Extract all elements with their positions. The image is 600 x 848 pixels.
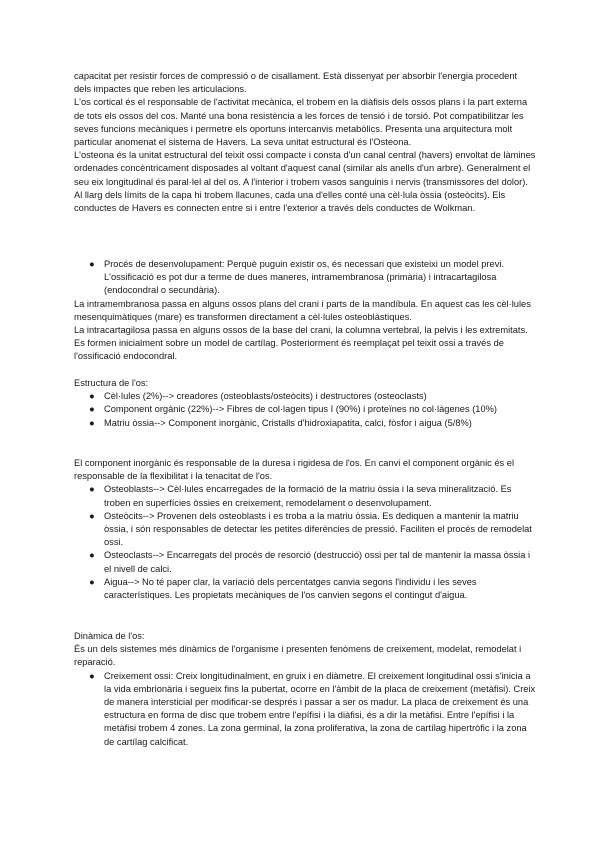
bullet-icon: ● (89, 259, 95, 269)
dynamics-section (74, 630, 536, 749)
list-item-text: Aigua--> No té paper clar, la variació dels percentatges canvia segons l'individu i les seves característiques. Les propietats mecàniques de l'os canvien segons el contingut d'aigua. (104, 576, 477, 601)
cells-list (74, 483, 536, 602)
cells-section (74, 457, 536, 602)
bullet-icon: ● (89, 670, 95, 681)
bullet-icon: ● (89, 550, 95, 561)
list-item-text: Procés de desenvolupament: Perquè puguin existir os, és necessari que existeixi un model previ. L'ossificació es pot dur a terme de dues maneres, intramembranosa (primària) i intracartagilosa (endocondral o secundària). (104, 259, 504, 296)
dynamics-paragraph: És un dels sistemes més dinàmics de l'organisme i presenten fenòmens de creixement, modelat, remodelat i reparació. (74, 644, 522, 668)
section-heading: Dinàmica de l'os: (74, 631, 145, 641)
list-item (74, 258, 536, 298)
list-item (74, 483, 536, 509)
development-paragraph: La intracartagilosa passa en alguns ossos de la base del crani, la columna vertebral, la pelvis i les extremitats. Es formen inicialment sobre un model de cartílag. Posteriorment és reemplaçat pel teixit ossi a través de l'ossificació endocondral. (74, 325, 528, 362)
development-section (74, 258, 536, 364)
list-item-text: Cèl·lules (2%)--> creadores (osteoblasts/osteòcits) i destructores (osteoclasts) (104, 391, 427, 402)
list-item (74, 417, 536, 430)
list-item (74, 576, 536, 602)
structure-list (74, 390, 536, 430)
bullet-icon: ● (89, 417, 95, 428)
list-item-text: Osteoblasts--> Cèl·lules encarregades de la formació de la matriu òssia i la seva mineralització. Es troben en superfícies òssies en creixement, remodelament o desenvolupament. (104, 484, 512, 508)
intro-paragraph: L'osteona és la unitat estructural del teixit ossi compacte i consta d'un canal central (havers) envoltat de làmines ordenades concèntricament disposades al voltant d'aquest canal (similar als anells d'un arbre). Generalment el seu eix longitudinal és paral·lel al del os. A l'interior i trobem vasos sanguinis i nervis (transmissores del dolor). Al llarg dels límits de la capa hi trobem llacunes, cada una d'elles conté una cèl·lula òssia (osteòcits). Els conductes de Havers es connecten entre si i entre l'exterior a través dels conductes de Wolkman. (74, 150, 536, 214)
structure-section (74, 377, 536, 430)
list-item-text: Creixement ossi: Creix longitudinalment, en gruix i en diàmetre. El creixement longitudinal ossi s'inicia a la vida embrionària i segueix fins la pubertat, ocorre en l'àmbit de la placa de creixement (metàfisi). Creix de manera intersticial per modificar-se després i passar a ser os madur. La placa de creixement és una estructura en forma de disc que trobem entre l'epífisi i la diàfisi, és a dir la metàfisi. Entre l'epífisi i la metàfisi trobem 4 zones. La zona germinal, la zona proliferativa, la zona de cartílag hipertròfic i la zona de cartílag calcificat. (104, 670, 536, 747)
inorganic-paragraph: El component inorgànic és responsable de la duresa i rigidesa de l'os. En canvi el component orgànic és el responsable de la flexibilitat i la tenacitat de l'os. (74, 458, 515, 482)
intro-paragraph: capacitat per resistir forces de compressió o de cisallament. Està dissenyat per absorbir l'energia procedent dels impactes que reben les articulacions. (74, 71, 518, 95)
list-item (74, 549, 536, 575)
intro-section (74, 70, 536, 215)
bullet-icon: ● (89, 404, 95, 415)
list-item-text: Matriu òssia--> Component inorgànic, Cristalls d'hidroxiapatita, calci, fòsfor i aigua (5/8%) (104, 417, 472, 428)
development-paragraph: La intramembranosa passa en alguns ossos plans del crani i parts de la mandíbula. En aquest cas les cèl·lules mesenquimàtiques (mare) es transformen directament a cèl·lules osteoblàstiques. (74, 298, 531, 322)
bullet-icon: ● (89, 484, 95, 495)
section-heading: Estructura de l'os: (74, 378, 149, 388)
dynamics-list (74, 670, 536, 749)
list-item (74, 403, 536, 416)
list-item (74, 510, 536, 550)
bullet-icon: ● (89, 576, 95, 587)
list-item-text: Component orgànic (22%)--> Fibres de col·lagen tipus I (90%) i proteïnes no col·làgenes (10%) (104, 404, 497, 415)
bullet-icon: ● (89, 510, 95, 521)
bullet-icon: ● (89, 391, 95, 402)
list-item (74, 390, 536, 403)
intro-paragraph: L'os cortical és el responsable de l'activitat mecànica, el trobem en la diàfisis dels ossos plans i la part externa de tots els ossos del cos. Manté una bona resistència a les forces de tensió i de torsió. Pot compatibilitzar les seves funcions mecàniques i permetre els oportuns intercanvis metabòlics. Presenta una arquitectura molt particular anomenat el sistema de Havers. La seva unitat estructural és l'Osteona. (74, 97, 528, 148)
list-item-text: Osteòcits--> Provenen dels osteoblasts i es troba a la matriu òssia. Es dediquen a mantenir la matriu òssia, i són responsables de detectar les petites diferències de pressió. Faciliten el procés de remodelat ossi. (104, 510, 532, 548)
list-item (74, 670, 536, 749)
list-item-text: Osteoclasts--> Encarregats del procés de resorció (destrucció) ossi per tal de mantenir la massa òssia i el nivell de calci. (104, 550, 531, 574)
development-list (74, 258, 536, 298)
